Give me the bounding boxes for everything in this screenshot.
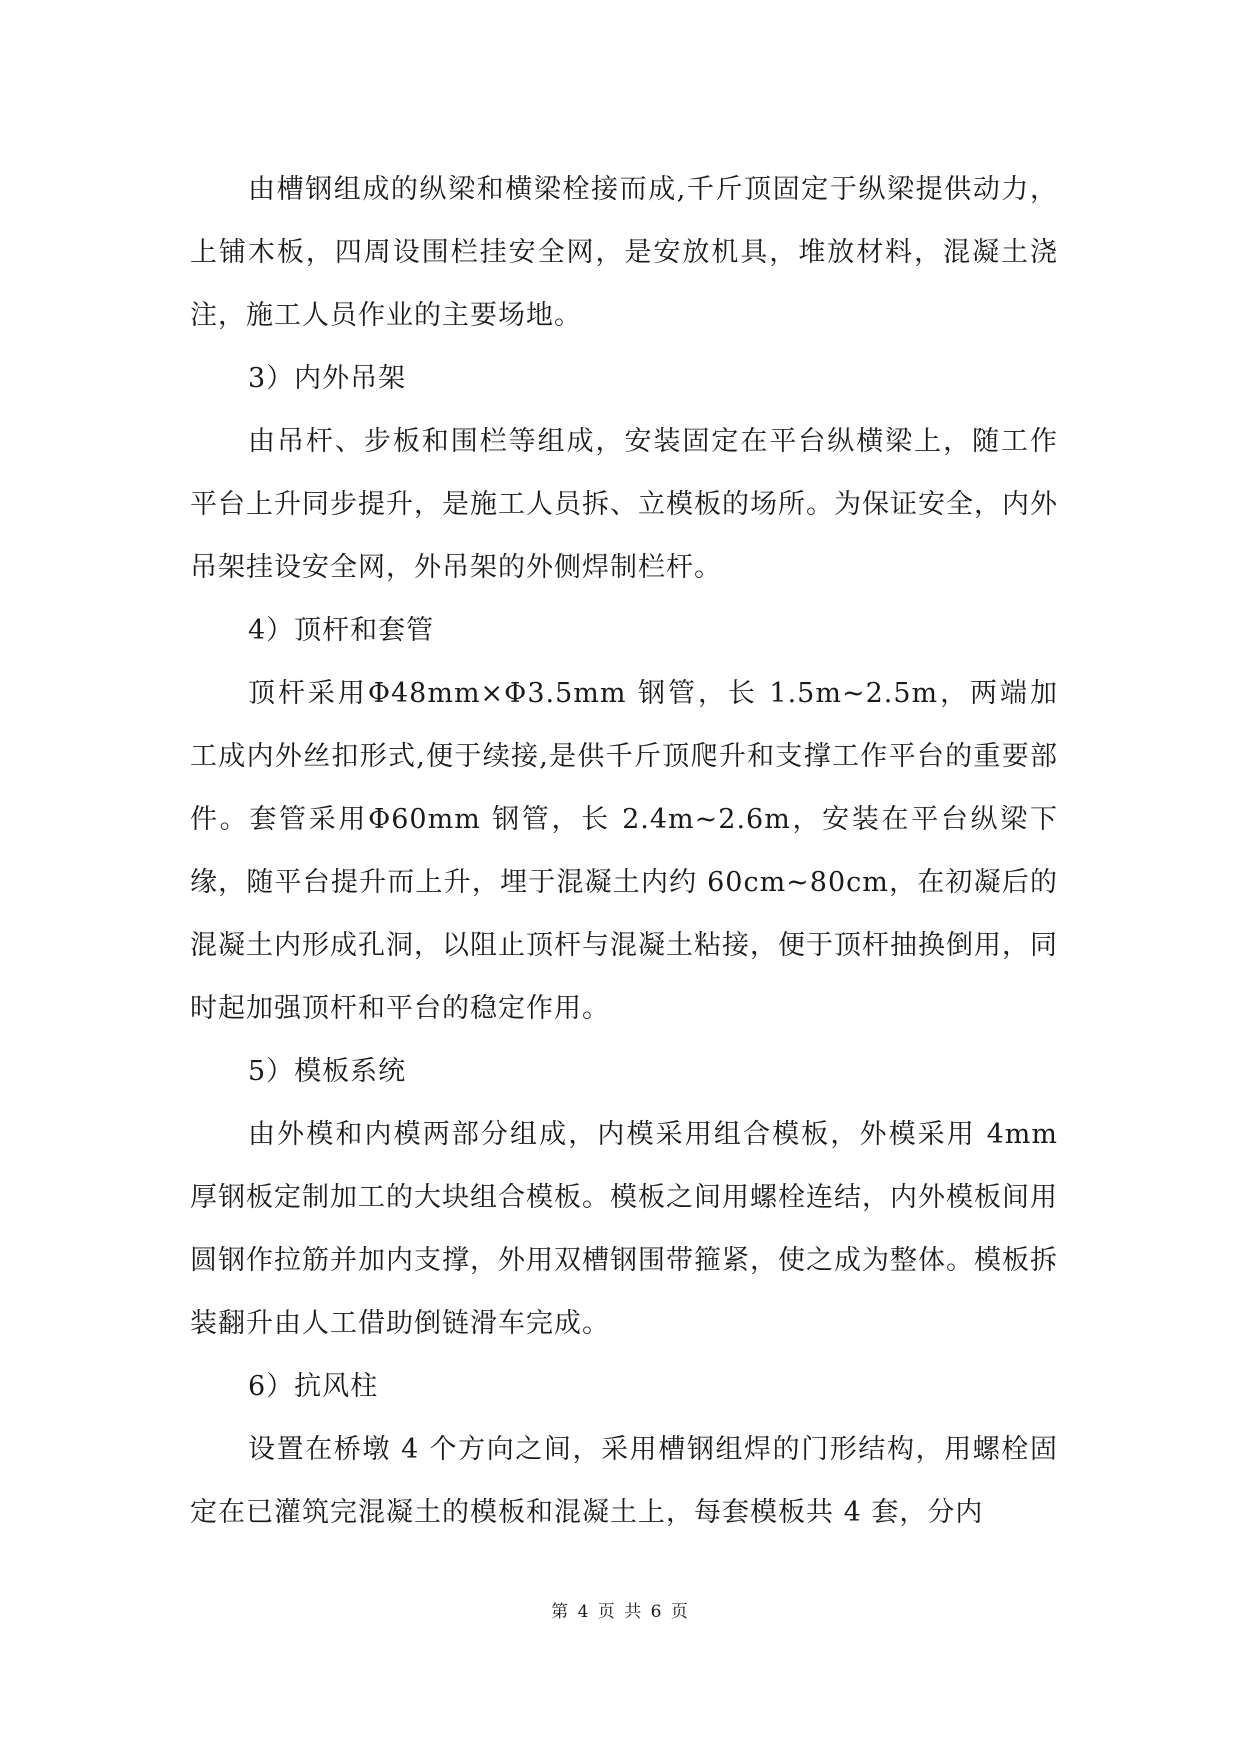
- section-heading-rods-sleeves: 4）顶杆和套管: [248, 615, 435, 646]
- document-body: [190, 158, 1058, 1544]
- section-heading-wind-columns: 6）抗风柱: [248, 1371, 379, 1402]
- paragraph-formwork-description: 由外模和内模两部分组成，内模采用组合模板，外模采用 4mm 厚钢板定制加工的大块组合模板。模板之间用螺栓连结，内外模板间用圆钢作拉筋并加内支撑，外用双槽钢围带箍紧，使之成为整体。模板拆装翻升由人工借助倒链滑车完成。: [190, 1119, 1058, 1339]
- section-heading-formwork: 5）模板系统: [248, 1056, 407, 1087]
- page-number-footer: 第 4 页 共 6 页: [551, 1602, 690, 1622]
- paragraph-rods-sleeves-description: 顶杆采用Φ48mm×Φ3.5mm 钢管，长 1.5m~2.5m，两端加工成内外丝扣形式,便于续接,是供千斤顶爬升和支撑工作平台的重要部件。套管采用Φ60mm 钢管，长 2.4m~2.6m，安装在平台纵梁下缘，随平台提升而上升，埋于混凝土内约 60cm~80cm，在初凝后的混凝土内形成孔洞，以阻止顶杆与混凝土粘接，便于顶杆抽换倒用，同时起加强顶杆和平台的稳定作用。: [190, 678, 1058, 1024]
- paragraph-hangers-description: 由吊杆、步板和围栏等组成，安装固定在平台纵横梁上，随工作平台上升同步提升，是施工人员拆、立模板的场所。为保证安全，内外吊架挂设安全网，外吊架的外侧焊制栏杆。: [190, 426, 1058, 583]
- paragraph-wind-columns-description: 设置在桥墩 4 个方向之间，采用槽钢组焊的门形结构，用螺栓固定在已灌筑完混凝土的模板和混凝土上，每套模板共 4 套，分内: [190, 1434, 1058, 1528]
- paragraph-platform-description: 由槽钢组成的纵梁和横梁栓接而成,千斤顶固定于纵梁提供动力，上铺木板，四周设围栏挂安全网，是安放机具，堆放材料，混凝土浇注，施工人员作业的主要场地。: [190, 174, 1058, 331]
- section-heading-hangers: 3）内外吊架: [248, 363, 407, 394]
